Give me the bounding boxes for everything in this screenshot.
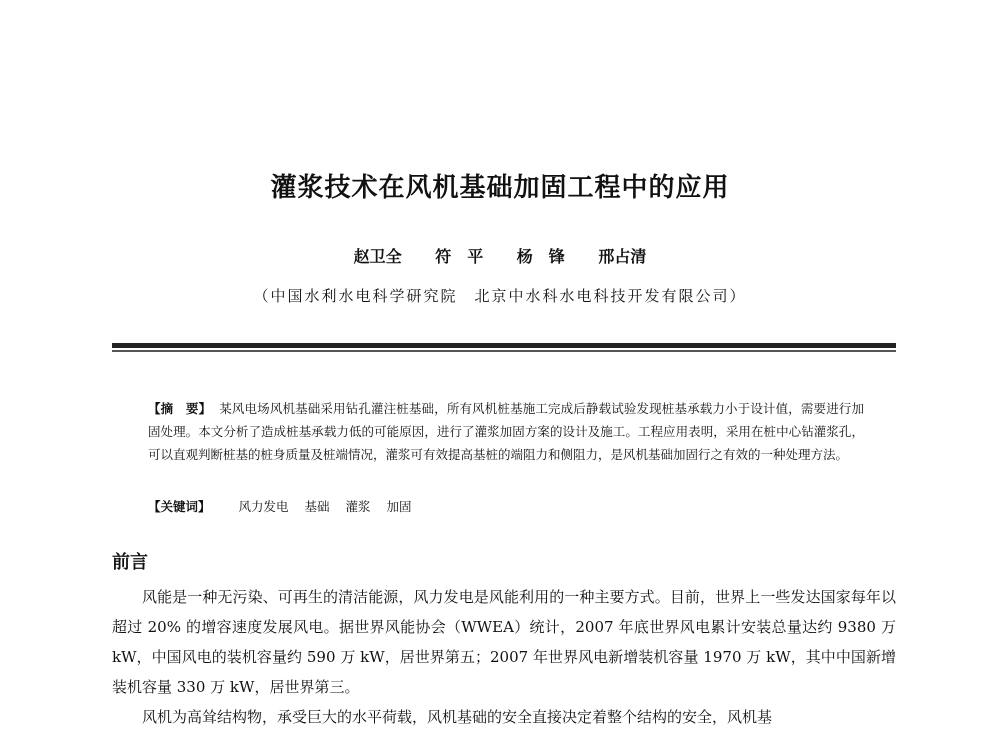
paper-title: 灌浆技术在风机基础加固工程中的应用 xyxy=(270,173,730,203)
keywords xyxy=(148,497,864,515)
keyword: 加固 xyxy=(386,499,412,514)
keywords-label: 【关键词】 xyxy=(148,499,211,514)
paragraph: 风机为高耸结构物，承受巨大的水平荷载，风机基础的安全直接决定着整个结构的安全，风机基 xyxy=(142,708,773,726)
keyword: 灌浆 xyxy=(345,499,371,514)
divider-thick xyxy=(112,343,896,348)
divider-thin xyxy=(112,350,896,352)
keyword: 风力发电 xyxy=(238,499,289,514)
paragraph: 风能是一种无污染、可再生的清洁能源，风力发电是风能利用的一种主要方式。目前，世界上一些发达国家每年以超过 20% 的增容速度发展风电。据世界风能协会（WWEA）统计，2007 年底世界风电累计安装总量达约 9380 万 kW，中国风电的装机容量约 590 万 kW，居世界第五；2007 年世界风电新增装机容量 1970 万 kW，其中中国新增装机容量 330 万 kW，居世界第三。 xyxy=(112,588,896,696)
author-name: 符 平 xyxy=(435,247,484,266)
author-name: 杨 锋 xyxy=(516,247,565,266)
section-heading: 前言 xyxy=(112,552,148,573)
body-text xyxy=(112,582,896,732)
abstract xyxy=(148,397,864,466)
author-name: 赵卫全 xyxy=(353,247,402,266)
author-name: 邢占清 xyxy=(598,247,647,266)
abstract-label: 【摘 要】 xyxy=(148,401,212,416)
keyword: 基础 xyxy=(304,499,330,514)
affiliation: （中国水利水电科学研究院 北京中水科水电科技开发有限公司） xyxy=(253,287,747,305)
author-list xyxy=(0,244,1000,267)
abstract-text: 某风电场风机基础采用钻孔灌注桩基础，所有风机桩基施工完成后静载试验发现桩基承载力小于设计值，需要进行加固处理。本文分析了造成桩基承载力低的可能原因，进行了灌浆加固方案的设计及施工。工程应用表明，采用在桩中心钻灌浆孔，可以直观判断桩基的桩身质量及桩端情况，灌浆可有效提高基桩的端阻力和侧阻力，是风机基础加固行之有效的一种处理方法。 xyxy=(148,401,864,462)
